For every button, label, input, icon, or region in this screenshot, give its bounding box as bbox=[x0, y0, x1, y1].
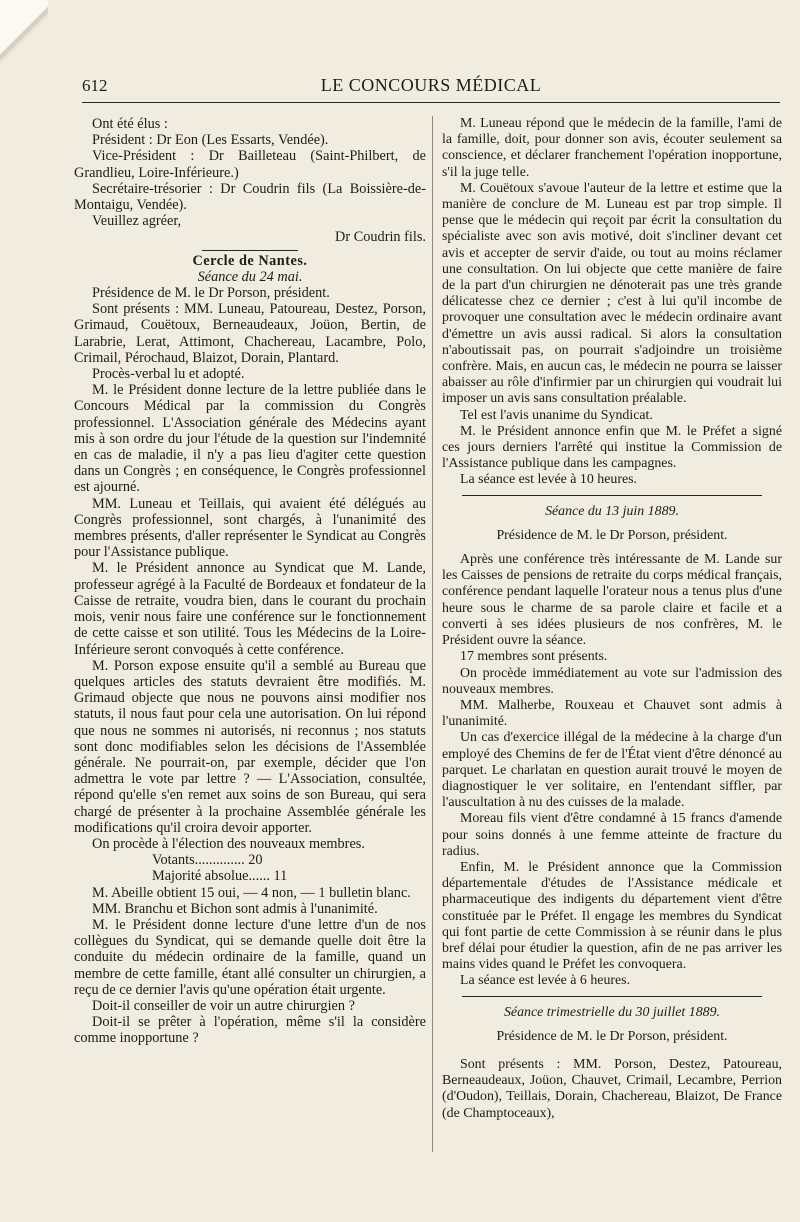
section-title: Cercle de Nantes. bbox=[192, 252, 308, 269]
session-heading: Séance du 13 juin 1889. bbox=[545, 503, 679, 519]
folded-page-corner bbox=[0, 0, 48, 70]
session-heading: Séance trimestrielle du 30 juillet 1889. bbox=[503, 1004, 721, 1020]
paragraph: Un cas d'exercice illégal de la médecine à la charge d'un employé des Chemins de fer de l'État vient d'être dénoncé au parquet. Le charlatan en question aurait trouvé le moyen de diagnostiquer le ver solitaire, en l'entendant siffler, par l'auscultation à nu des cuisses de la malade. bbox=[442, 730, 782, 811]
page-header bbox=[82, 72, 780, 103]
journal-title: LE CONCOURS MÉDICAL bbox=[320, 75, 542, 95]
paragraph: M. Luneau répond que le médecin de la famille, l'ami de la famille, doit, pour donner son avis, écouter seulement sa conscience, et déclarer franchement l'opération inopportune, s'il la juge telle. bbox=[442, 116, 782, 180]
page-number: 612 bbox=[82, 76, 108, 95]
paragraph: Présidence de M. le Dr Porson, président. bbox=[92, 285, 330, 302]
paragraph: Président : Dr Eon (Les Essarts, Vendée). bbox=[92, 132, 329, 149]
paragraph: M. le Président annonce enfin que M. le Préfet a signé ces jours derniers l'arrêté qui institue la Commission de l'Assistance publique dans les campagnes. bbox=[442, 423, 782, 472]
presidence-line: Présidence de M. le Dr Porson, président. bbox=[496, 527, 728, 543]
paragraph: Sont présents : MM. Luneau, Patoureau, Destez, Porson, Grimaud, Couëtoux, Berneaudeaux, Joüon, Bertin, de Larabrie, Lerat, Attimont, Chachereau, Lacambre, Polo, Crimail, Pérochaud, Blaizot, Dorain, Plantard. bbox=[74, 301, 426, 366]
paragraph: MM. Luneau et Teillais, qui avaient été délégués au Congrès professionnel, sont chargés, à l'unanimité des membres présents, d'aller représenter le Syndicat au Congrès pour l'Assistance publique. bbox=[74, 495, 426, 561]
vote-line: Majorité absolue...... 11 bbox=[152, 868, 288, 885]
paragraph: Doit-il conseiller de voir un autre chirurgien ? bbox=[92, 997, 355, 1014]
section-rule bbox=[202, 250, 298, 251]
paragraph: M. le Président annonce au Syndicat que M. Lande, professeur agrégé à la Faculté de Bordeaux et fondateur de la Caisse de retraite, voudra bien, dans le courant du prochain mois, venir nous faire une conférence sur le fonctionnement de cette caisse et son utilité. Tous les Médecins de la Loire-Inférieure seront convoqués à cette conférence. bbox=[74, 560, 426, 658]
paragraph: Enfin, M. le Président annonce que la Commission départementale d'études de l'Assistance médicale et pharmaceutique des indigents du département vient d'être constituée par le Préfet. Il engage les membres du Syndicat qui font partie de cette Commission à se réunir dans le plus bref délai pour étudier la question, afin de ne pas arriver les mains vides quand le Préfet les convoquera. bbox=[442, 859, 782, 973]
paragraph: MM. Branchu et Bichon sont admis à l'unanimité. bbox=[92, 900, 378, 917]
paragraph: M. Couëtoux s'avoue l'auteur de la lettre et estime que la manière de conclure de M. Luneau est par trop simple. Il pense que le médecin qui reçoit par écrit la consultation du spécialiste avec son avis motivé, doit s'incliner devant cet avis et accepter de servir d'aide, ou tout au moins réclamer une consultation. On lui objecte que cette manière de faire de la part d'un chirurgien ne dénoterait pas une très grande délicatesse chez ce dernier ; c'est à lui qu'il incombe de provoquer une consultation avec le médecin ordinaire avant d'émettre un avis aussi radical. Si alors la consultation n'aboutissait pas, on pourrait s'adjoindre un troisième confrère. Mais, en aucun cas, le médecin ne pourra se laisser abaisser au rôle d'infirmier par un chirurgien qui voudrait lui imposer un avis sans consultation préalable. bbox=[442, 180, 782, 407]
paragraph: M. Porson expose ensuite qu'il a semblé au Bureau que quelques articles des statuts devraient être modifiés. M. Grimaud objecte que nous ne pouvons ainsi modifier nos statuts, il nous faut pour cela une autorisation. On lui répond que nous ne sommes ni autorisés, ni reconnus ; nos statuts sont donc modifiables selon les décisions de l'Assemblée générale. Ne pourrait-on, par exemple, décider que l'on admettra le vote par lettre ? — L'Association, consultée, répond qu'elle s'en remet aux soins de son Bureau, qui sera chargé de présenter à la prochaine Assemblée générale les modifications qu'il croira devoir apporter. bbox=[74, 657, 426, 836]
paragraph: 17 membres sont présents. bbox=[460, 649, 608, 665]
paragraph: Tel est l'avis unanime du Syndicat. bbox=[460, 407, 653, 423]
paragraph: Doit-il se prêter à l'opération, même s'il la considère comme inopportune ? bbox=[74, 1014, 426, 1047]
presidence-line: Présidence de M. le Dr Porson, président. bbox=[496, 1028, 728, 1044]
session-heading: Séance du 24 mai. bbox=[197, 268, 303, 285]
paragraph: On procède à l'élection des nouveaux membres. bbox=[92, 835, 365, 852]
paragraph: La séance est levée à 6 heures. bbox=[460, 973, 631, 989]
vote-line: Votants.............. 20 bbox=[152, 852, 263, 869]
paragraph: Vice-Président : Dr Bailleteau (Saint-Philbert, de Grandlieu, Loire-Inférieure.) bbox=[74, 148, 426, 181]
paragraph: Après une conférence très intéressante de M. Lande sur les Caisses de pensions de retraite du corps médical français, conférence pendant laquelle l'orateur nous a tenus plus d'une heure sous le charme de sa parole claire et facile et a converti à ses idées plusieurs de nos confrères, M. le Président ouvre la séance. bbox=[442, 552, 782, 649]
left-column bbox=[74, 116, 426, 1047]
section-rule bbox=[462, 495, 762, 496]
paragraph: MM. Malherbe, Rouxeau et Chauvet sont admis à l'unanimité. bbox=[442, 697, 782, 730]
paragraph: Veuillez agréer, bbox=[92, 213, 182, 230]
paragraph: Procès-verbal lu et adopté. bbox=[92, 366, 245, 383]
section-rule bbox=[462, 996, 762, 997]
paragraph: Ont été élus : bbox=[92, 116, 168, 132]
paragraph: On procède immédiatement au vote sur l'admission des nouveaux membres. bbox=[442, 665, 782, 697]
column-divider bbox=[432, 116, 433, 1152]
paragraph: M. le Président donne lecture d'une lettre d'un de nos collègues du Syndicat, qui se demande quelle doit être la conduite du médecin ordinaire de la famille, quand un membre de cette famille, étant allé consulter un chirurgien, a reçu de ce dernier l'avis qu'une opération était urgente. bbox=[74, 916, 426, 998]
signature: Dr Coudrin fils. bbox=[335, 229, 426, 246]
paragraph: Moreau fils vient d'être condamné à 15 francs d'amende pour soins donnés à une femme atteinte de fracture du radius. bbox=[442, 811, 782, 859]
paragraph: Sont présents : MM. Porson, Destez, Patoureau, Berneaudeaux, Joüon, Chauvet, Crimail, Lecambre, Perrion (d'Oudon), Teillais, Dorain, Chachereau, Blaizot, De France (de Champtoceaux), bbox=[442, 1056, 782, 1121]
right-column bbox=[442, 116, 782, 1122]
paragraph: La séance est levée à 10 heures. bbox=[460, 472, 638, 488]
paragraph: M. le Président donne lecture de la lettre publiée dans le Concours Médical par la commission du Congrès professionnel. L'Association générale des Médecins ayant mis à son ordre du jour l'étude de la question sur l'indemnité en cas de maladie, il n'y a pas lieu d'agiter cette question dans un Congrès ; en conséquence, le Congrès professionnel est ajourné. bbox=[74, 382, 426, 496]
paragraph: M. Abeille obtient 15 oui, — 4 non, — 1 bulletin blanc. bbox=[92, 884, 411, 901]
paragraph: Secrétaire-trésorier : Dr Coudrin fils (La Boissière-de-Montaigu, Vendée). bbox=[74, 180, 426, 214]
